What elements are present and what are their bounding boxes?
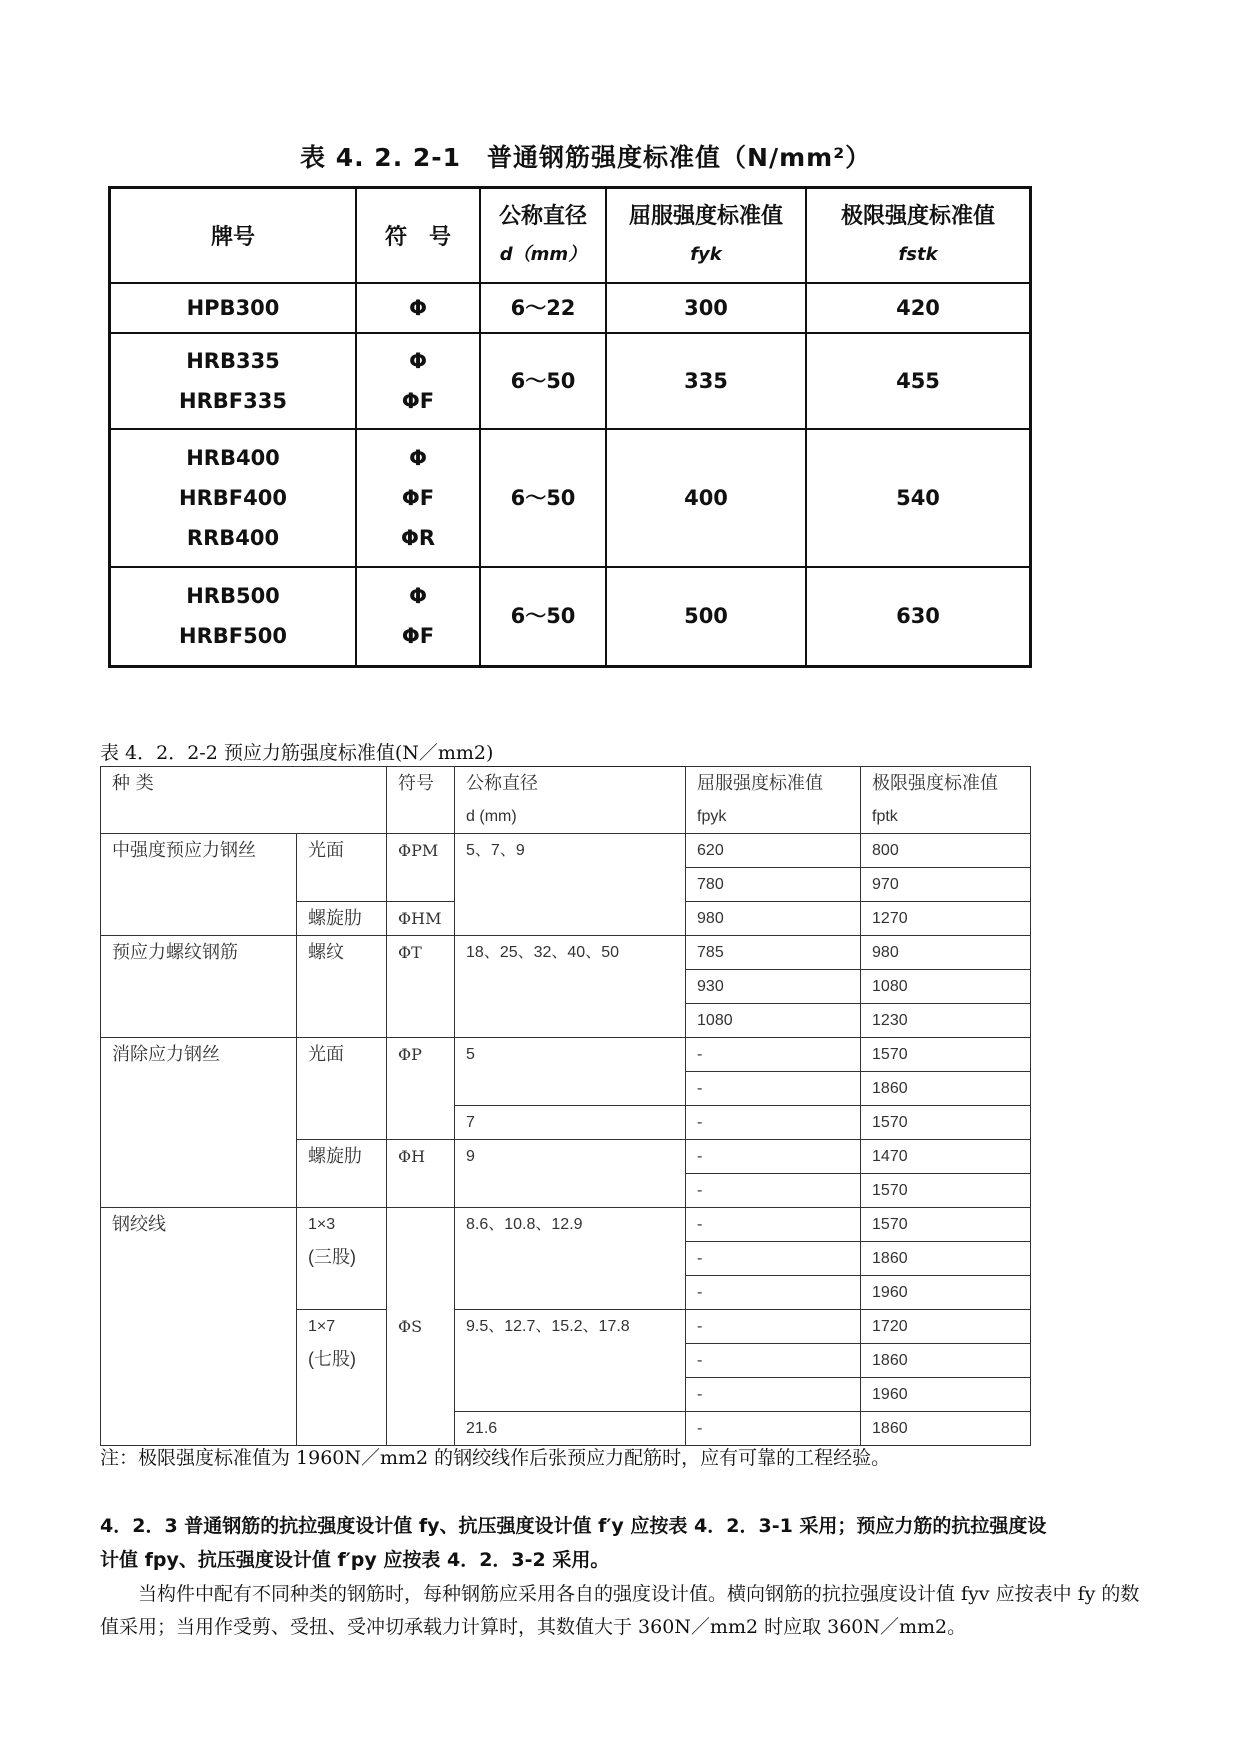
t1-symbol-line: Φ (409, 348, 427, 373)
t2-yield: 780 (686, 868, 861, 902)
t2-symbol: ΦP (387, 1038, 455, 1140)
t2-subkind-line: 1×3 (308, 1216, 336, 1233)
t1-yield: 335 (606, 333, 806, 429)
t2-yield: - (686, 1412, 861, 1446)
t2-ultimate: 1470 (861, 1140, 1031, 1174)
table-row (101, 834, 1031, 868)
t2-yield: - (686, 1072, 861, 1106)
t1-grade (110, 567, 357, 667)
t2-yield: - (686, 1106, 861, 1140)
t1-diameter: 6～22 (480, 283, 606, 333)
t1-symbol (356, 333, 480, 429)
t1-symbol: Φ (356, 283, 480, 333)
t1-grade (110, 429, 357, 567)
t2-ultimate: 970 (861, 868, 1031, 902)
t2-ultimate: 1570 (861, 1106, 1031, 1140)
t1-symbol-line: Φ (409, 584, 427, 609)
t1-header-diameter (480, 188, 606, 283)
t2-ultimate: 1570 (861, 1038, 1031, 1072)
table1-title: 表 4. 2. 2-1 普通钢筋强度标准值（N/mm²） (300, 143, 872, 172)
t1-grade: HPB300 (110, 283, 357, 333)
t2-header-kind: 种 类 (101, 767, 387, 834)
t1-grade-line: HRB400 (186, 445, 280, 470)
t2-yield: 980 (686, 902, 861, 936)
t2-subkind-line: 1×7 (308, 1318, 336, 1335)
t2-symbol: ΦT (387, 936, 455, 1038)
t2-diameter: 5 (455, 1038, 686, 1106)
t1-header-symbol: 符 号 (356, 188, 480, 283)
t1-grade-line: HRB500 (186, 584, 280, 609)
t1-diameter: 6～50 (480, 567, 606, 667)
t2-symbol: ΦHM (387, 902, 455, 936)
table2-title: 表 4．2．2-2 预应力筋强度标准值(N／mm2) (100, 742, 494, 764)
t1-symbol-line: Φ (409, 445, 427, 470)
t2-yield: 930 (686, 970, 861, 1004)
t1-diameter: 6～50 (480, 333, 606, 429)
t2-ultimate: 980 (861, 936, 1031, 970)
t1-yield: 300 (606, 283, 806, 333)
t2-yield: - (686, 1140, 861, 1174)
t2-yield: - (686, 1378, 861, 1412)
table1-header-row (110, 188, 1031, 283)
t2-ultimate: 1860 (861, 1344, 1031, 1378)
t2-header-diameter: 公称直径 (455, 767, 686, 801)
t2-symbol: ΦS (387, 1208, 455, 1446)
t2-header-yield-symbol: fpyk (686, 800, 861, 834)
table-row (110, 283, 1031, 333)
t1-yield-symbol: fyk (690, 244, 722, 266)
t1-yield: 500 (606, 567, 806, 667)
t1-ultimate: 540 (806, 429, 1031, 567)
t2-ultimate: 1570 (861, 1208, 1031, 1242)
t2-yield: - (686, 1208, 861, 1242)
t1-grade-line: HRB335 (186, 348, 280, 373)
t1-symbol (356, 429, 480, 567)
t2-yield: - (686, 1276, 861, 1310)
t1-diameter-unit: d（mm） (499, 244, 587, 266)
table-row (110, 333, 1031, 429)
t2-diameter: 21.6 (455, 1412, 686, 1446)
t2-yield: - (686, 1310, 861, 1344)
t2-subkind: 螺旋肋 (297, 1140, 387, 1208)
section-paragraph: 当构件中配有不同种类的钢筋时，每种钢筋应采用各自的强度设计值。横向钢筋的抗拉强度设计值 fyv 应按表中 fy 的数值采用；当用作受剪、受扭、受冲切承载力计算时，其数值大于 360N／mm2 时应取 360N／mm2。 (100, 1583, 1140, 1638)
section-heading-line: 4．2．3 普通钢筋的抗拉强度设计值 fy、抗压强度设计值 f′y 应按表 4．2．3-1 采用；预应力筋的抗拉强度设 (100, 1515, 1047, 1537)
t2-header-diameter-unit: d (mm) (455, 800, 686, 834)
t2-ultimate: 1860 (861, 1242, 1031, 1276)
t1-yield: 400 (606, 429, 806, 567)
t1-grade-line: HRBF500 (179, 624, 287, 649)
t2-ultimate: 1960 (861, 1378, 1031, 1412)
t2-yield: - (686, 1344, 861, 1378)
t2-subkind (297, 1208, 387, 1310)
table-row (110, 429, 1031, 567)
t2-header-ultimate: 极限强度标准值 (861, 767, 1031, 801)
t2-ultimate: 800 (861, 834, 1031, 868)
table2 (100, 766, 1031, 1446)
t2-ultimate: 1570 (861, 1174, 1031, 1208)
t1-diameter: 6～50 (480, 429, 606, 567)
t2-ultimate: 1860 (861, 1072, 1031, 1106)
t1-grade (110, 333, 357, 429)
t2-subkind (297, 1310, 387, 1446)
t2-subkind: 螺纹 (297, 936, 387, 1038)
t1-ultimate: 420 (806, 283, 1031, 333)
t1-yield-label: 屈服强度标准值 (628, 204, 783, 230)
t1-ultimate: 455 (806, 333, 1031, 429)
section-heading (100, 1509, 1140, 1577)
t1-symbol-line: ΦF (401, 485, 435, 510)
t1-ultimate-label: 极限强度标准值 (840, 204, 995, 230)
t2-subkind: 光面 (297, 834, 387, 902)
t2-ultimate: 1080 (861, 970, 1031, 1004)
t2-diameter: 8.6、10.8、12.9 (455, 1208, 686, 1310)
t2-kind: 消除应力钢丝 (101, 1038, 297, 1208)
t2-ultimate: 1720 (861, 1310, 1031, 1344)
t2-subkind-line: (七股) (308, 1349, 356, 1369)
t2-subkind: 光面 (297, 1038, 387, 1140)
t1-ultimate-symbol: fstk (898, 244, 938, 266)
t2-yield: - (686, 1038, 861, 1072)
t2-header-symbol: 符号 (387, 767, 455, 834)
t2-yield: - (686, 1174, 861, 1208)
t2-diameter: 5、7、9 (455, 834, 686, 936)
t1-header-ultimate (806, 188, 1031, 283)
t1-grade-line: HRBF335 (179, 388, 287, 413)
t2-ultimate: 1860 (861, 1412, 1031, 1446)
t2-header-yield: 屈服强度标准值 (686, 767, 861, 801)
t2-yield: - (686, 1242, 861, 1276)
table2-note: 注：极限强度标准值为 1960N／mm2 的钢绞线作后张预应力配筋时，应有可靠的工程经验。 (100, 1447, 891, 1469)
t1-diameter-label: 公称直径 (498, 204, 587, 230)
t2-diameter: 9 (455, 1140, 686, 1208)
t2-yield: 785 (686, 936, 861, 970)
t2-ultimate: 1230 (861, 1004, 1031, 1038)
t2-kind: 钢绞线 (101, 1208, 297, 1446)
t2-diameter: 9.5、12.7、15.2、17.8 (455, 1310, 686, 1412)
t2-header-ultimate-symbol: fptk (861, 800, 1031, 834)
t1-symbol-line: ΦR (400, 525, 436, 550)
t1-ultimate: 630 (806, 567, 1031, 667)
section-heading-line: 计值 fpy、抗压强度设计值 f′py 应按表 4．2．3-2 采用。 (100, 1549, 610, 1571)
table-row (101, 1038, 1031, 1072)
t2-yield: 1080 (686, 1004, 861, 1038)
table1 (108, 186, 1032, 668)
t2-diameter: 7 (455, 1106, 686, 1140)
table-row (110, 567, 1031, 667)
t2-ultimate: 1960 (861, 1276, 1031, 1310)
t2-ultimate: 1270 (861, 902, 1031, 936)
t1-symbol (356, 567, 480, 667)
t1-header-grade: 牌号 (110, 188, 357, 283)
t1-grade-line: RRB400 (186, 525, 280, 550)
t1-symbol-line: ΦF (401, 388, 435, 413)
t2-kind: 预应力螺纹钢筋 (101, 936, 297, 1038)
table2-header-row (101, 767, 1031, 801)
t1-grade-line: HRBF400 (179, 485, 287, 510)
t1-symbol-line: ΦF (401, 624, 435, 649)
t2-symbol: ΦPM (387, 834, 455, 902)
table-row (101, 936, 1031, 970)
t2-symbol: ΦH (387, 1140, 455, 1208)
table-row (101, 1208, 1031, 1242)
t2-diameter: 18、25、32、40、50 (455, 936, 686, 1038)
t1-header-yield (606, 188, 806, 283)
t2-subkind: 螺旋肋 (297, 902, 387, 936)
t2-subkind-line: (三股) (308, 1247, 356, 1267)
t2-yield: 620 (686, 834, 861, 868)
t2-kind: 中强度预应力钢丝 (101, 834, 297, 936)
